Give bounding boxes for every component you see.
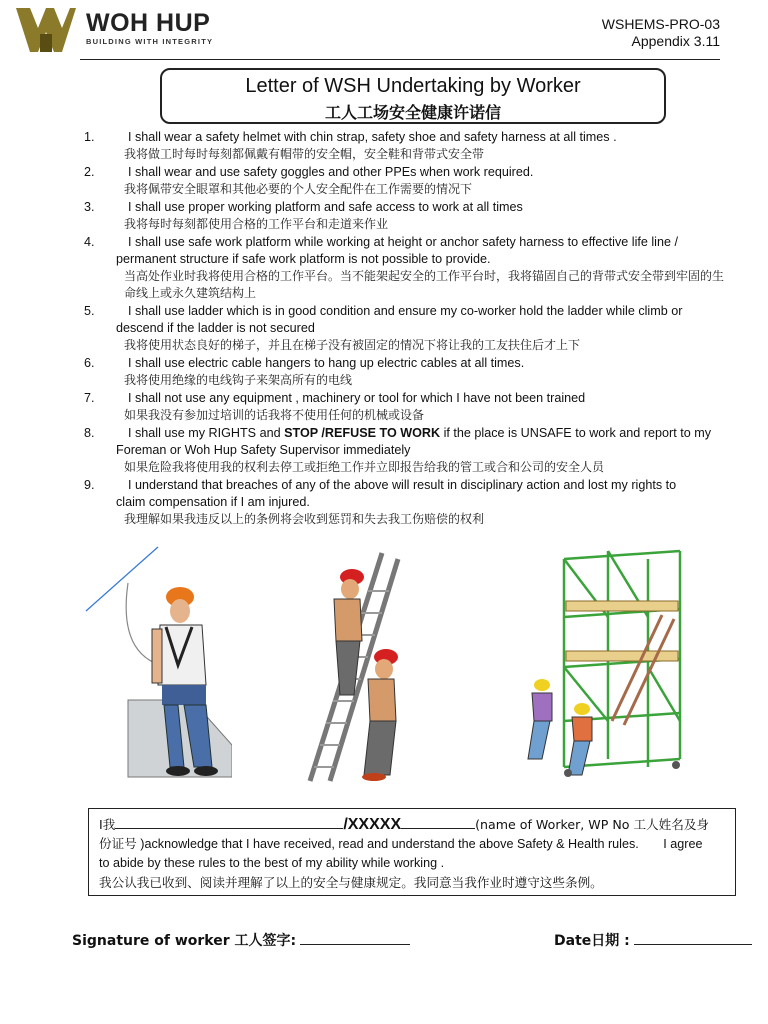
ack-line-3: to abide by these rules to the best of my ability while working . <box>99 856 445 870</box>
ack-line-1 <box>99 815 725 835</box>
rule-english <box>116 425 724 459</box>
ack-line-2: 份证号 )acknowledge that I have received, read and understand the above Safety & Health rules. I agree <box>99 837 703 851</box>
rule-body <box>124 129 724 164</box>
rule-chinese: 我将使用绝缘的电线钩子来架高所有的电线 <box>124 373 353 387</box>
rule-number: 7. <box>84 391 95 405</box>
rule-english-line: I understand that breaches of any of the above will result in disciplinary action and lost my rights to <box>128 478 677 492</box>
ladder-workers-illustration <box>290 545 420 785</box>
rule-chinese: 如果我没有参加过培训的话我将不使用任何的机械或设备 <box>124 408 425 422</box>
rule-number: 1. <box>84 130 95 144</box>
rule-english-line: I shall use electric cable hangers to hang up electric cables at all times. <box>128 356 525 370</box>
signature-field[interactable] <box>300 930 410 945</box>
wp-no-field[interactable] <box>401 816 475 829</box>
title-english: Letter of WSH Undertaking by Worker <box>245 75 581 97</box>
title-chinese: 工人工场安全健康许诺信 <box>324 103 501 122</box>
brand-name: WOH HUP <box>86 9 211 37</box>
rule-number: 2. <box>84 165 95 179</box>
rule-english <box>116 234 724 268</box>
document-reference <box>602 16 720 50</box>
rule-english-line: I shall use ladder which is in good condition and ensure my co-worker hold the ladder while climb or <box>128 304 683 318</box>
rule-item <box>84 355 724 390</box>
stop-work-emphasis: STOP /REFUSE TO WORK <box>284 426 441 440</box>
rule-english-line: I shall use proper working platform and safe access to work at all times <box>128 200 523 214</box>
rule-item <box>84 477 724 529</box>
rule-english-line: claim compensation if I am injured. <box>116 495 310 509</box>
rule-english-line: descend if the ladder is not secured <box>116 321 315 335</box>
rule-chinese: 我理解如果我违反以上的条例将会收到惩罚和失去我工伤赔偿的权利 <box>124 512 485 526</box>
rule-chinese: 如果危险我将使用我的权利去停工或拒绝工作并立即报告给我的管工或合和公司的安全人员 <box>124 460 605 474</box>
brand-block <box>86 10 213 46</box>
rule-english <box>128 164 724 181</box>
ack-prefix: I我 <box>99 817 116 832</box>
harness-worker-illustration <box>82 545 232 785</box>
rules-list <box>84 129 724 529</box>
rule-body <box>124 164 724 199</box>
rule-number: 8. <box>84 426 95 440</box>
rule-number: 5. <box>84 304 95 318</box>
rule-english <box>116 477 724 511</box>
date-block <box>554 930 752 950</box>
signature-block <box>72 930 410 950</box>
woh-hup-logo-icon <box>16 6 76 54</box>
rule-item <box>84 425 724 477</box>
rule-english-line: Foreman or Woh Hup Safety Supervisor immediately <box>116 443 411 457</box>
rule-body <box>116 303 724 355</box>
rule-number: 3. <box>84 200 95 214</box>
rule-body <box>124 355 724 390</box>
rule-body <box>116 425 724 477</box>
header-divider <box>80 59 720 60</box>
rule-english <box>128 390 724 407</box>
rule-item <box>84 390 724 425</box>
doc-code: WSHEMS-PRO-03 <box>601 16 720 32</box>
rule-chinese: 我将做工时每时每刻都佩戴有帽带的安全帽，安全鞋和背带式安全带 <box>124 147 485 161</box>
ack-code: /XXXXX <box>343 816 402 833</box>
rule-english <box>128 199 724 216</box>
rule-english-line: I shall wear and use safety goggles and other PPEs when work required. <box>128 165 534 179</box>
rule-english-line <box>128 425 724 442</box>
rule-item <box>84 164 724 199</box>
worker-name-field[interactable] <box>115 816 343 829</box>
rule-number: 9. <box>84 478 95 492</box>
rule-chinese: 当高处作业时我将使用合格的工作平台。当不能架起安全的工作平台时，我将锚固自己的背带式安全带到牢固的生命线上或永久建筑结构上 <box>124 269 725 300</box>
title-box <box>160 68 666 124</box>
rule-text: I shall use my RIGHTS and <box>128 426 285 440</box>
rule-body <box>116 234 725 303</box>
date-field[interactable] <box>634 930 752 945</box>
rule-english-line: I shall use safe work platform while working at height or anchor safety harness to effective life line / <box>128 235 678 249</box>
rule-item <box>84 303 724 355</box>
rule-body <box>124 199 724 234</box>
rule-text: if the place is UNSAFE to work and report to my <box>440 426 711 440</box>
rule-item <box>84 199 724 234</box>
rule-english-line: I shall wear a safety helmet with chin strap, safety shoe and safety harness at all times . <box>128 130 617 144</box>
rule-english <box>128 355 724 372</box>
rule-english-line: permanent structure if safe work platform is not possible to provide. <box>116 252 491 266</box>
rule-number: 6. <box>84 356 95 370</box>
rule-chinese: 我将佩带安全眼罩和其他必要的个人安全配件在工作需要的情况下 <box>124 182 473 196</box>
rule-body <box>116 477 724 529</box>
rule-item <box>84 234 724 303</box>
rule-number: 4. <box>84 235 95 249</box>
rule-english-line: I shall not use any equipment , machinery or tool for which I have not been trained <box>128 391 586 405</box>
ack-line-4: 我公认我已收到、阅读并理解了以上的安全与健康规定。我同意当我作业时遵守这些条例。 <box>99 875 603 890</box>
brand-tagline: BUILDING WITH INTEGRITY <box>86 37 214 46</box>
date-label: Date日期 : <box>554 933 630 949</box>
rule-chinese: 我将使用状态良好的梯子，并且在梯子没有被固定的情况下将让我的工友扶住后才上下 <box>124 338 581 352</box>
rule-item <box>84 129 724 164</box>
appendix-label: Appendix 3.11 <box>631 33 720 49</box>
rule-chinese: 我将每时每刻都使用合格的工作平台和走道来作业 <box>124 217 389 231</box>
signature-label: Signature of worker 工人签字: <box>72 933 297 949</box>
acknowledgement-box <box>88 808 736 896</box>
ack-line1-tail: (name of Worker, WP No 工人姓名及身 <box>475 817 710 832</box>
rule-english <box>116 303 724 337</box>
rule-body <box>124 390 724 425</box>
rule-english <box>128 129 724 146</box>
scaffold-illustration <box>512 545 692 785</box>
